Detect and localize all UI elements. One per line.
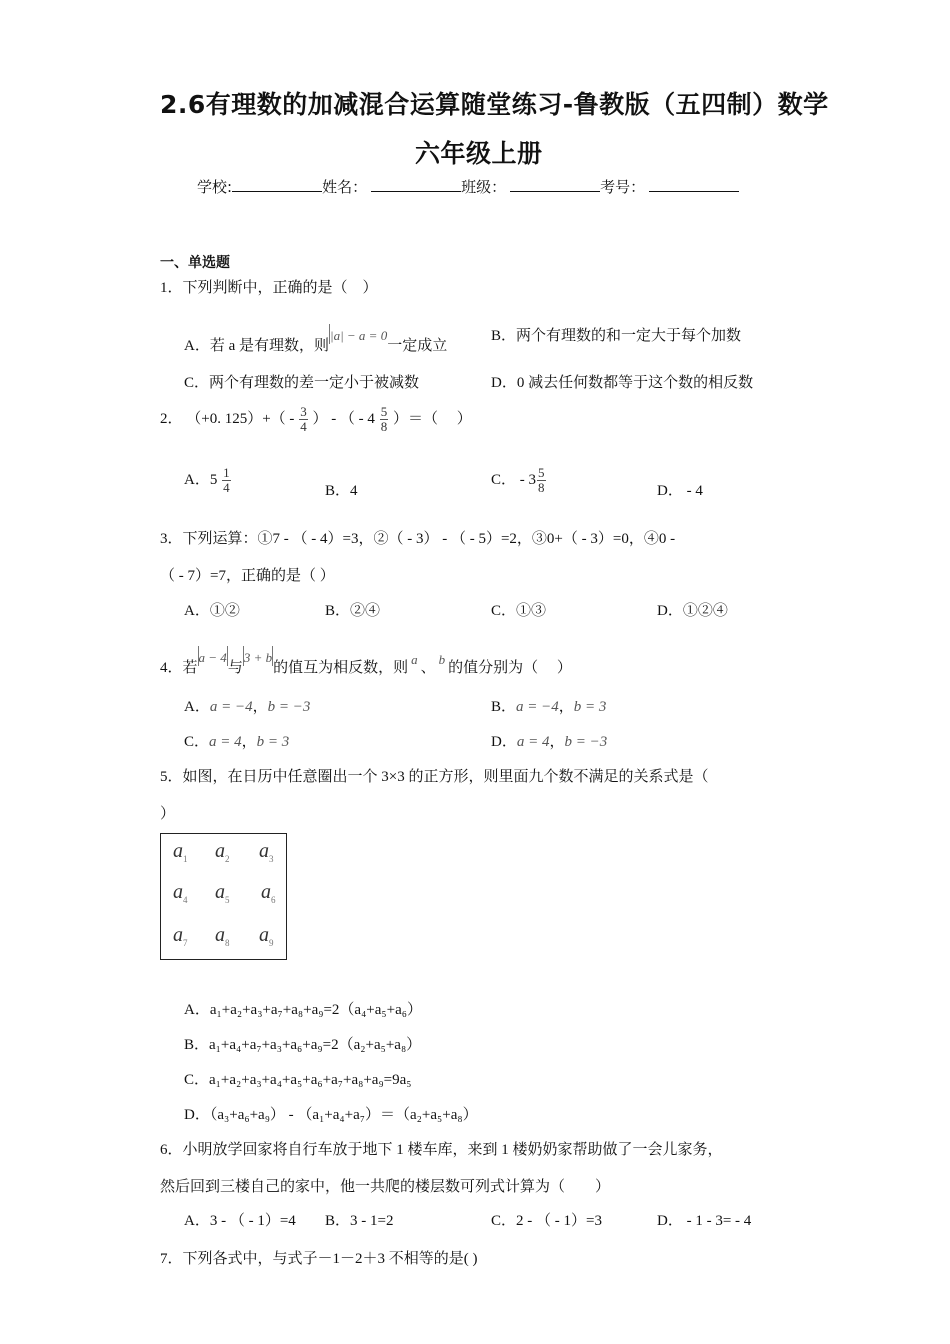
question-3-stem-line1 [160,527,675,548]
fraction [380,405,389,434]
document-title-line2: 六年级上册 [415,139,543,168]
name-label: 姓名： [322,178,368,196]
option-label: B． [325,483,351,499]
name-blank[interactable] [371,177,461,192]
question-number: 1． [160,280,183,296]
option-text: ①②④ [682,603,728,619]
question-number: 5． [160,769,183,785]
math-expr: b = 3 [256,734,290,750]
question-5-stem-line2: ） [160,806,176,822]
option-text: 3 - （ - 1）=4 [209,1213,296,1229]
question-3-option-d[interactable] [657,599,728,620]
question-6-stem-line2: 然后回到三楼自己的家中，他一共爬的楼层数可列式计算为（ ） [160,1179,611,1195]
cell-a5: $a_5$ [215,881,230,905]
option-label: D． [184,1107,210,1123]
abs-equation [329,328,387,343]
option-text: 一定成立 [387,338,448,354]
school-blank[interactable] [232,177,322,192]
option-text: 4 [350,483,358,499]
question-4-option-c[interactable]: C．a = 4，b = 3 [184,734,290,750]
fraction [222,466,231,495]
question-text: 下列各式中，与式子－1－2＋3 不相等的是( ) [182,1251,478,1267]
option-label: A． [184,338,210,354]
question-text: 小明放学回家将自行车放于地下 1 楼车库，来到 1 楼奶奶家帮助做了一会儿家务， [182,1142,723,1158]
whole-part: - 3 [516,471,537,488]
expr-part: ） - （ - 4 [312,410,375,427]
question-4-option-d[interactable]: D．a = 4，b = −3 [491,734,608,750]
numerator: 3 [300,404,307,419]
option-text: 两个有理数的差一定小于被减数 [209,375,420,391]
option-label: A． [184,471,210,488]
fraction [299,405,308,434]
question-text: 的值互为相反数，则 [273,660,409,676]
option-label: C． [491,1213,517,1229]
question-5-option-a[interactable] [184,998,422,1019]
question-number: 6． [160,1142,183,1158]
option-label: D． [657,483,683,499]
question-3-option-c[interactable] [491,599,546,620]
question-5-stem-line1 [160,765,708,786]
option-label: A． [184,603,210,619]
denominator: 8 [380,419,388,434]
cell-a3: $a_3$ [259,840,274,864]
option-label: A． [184,1213,210,1229]
expr-part: （+0. 125）+（ - [186,410,295,427]
abs-expr-a-minus-4 [198,650,228,665]
question-6-stem-line1 [160,1138,723,1159]
option-label: C． [491,603,517,619]
question-text: 下列运算：①7 - （ - 4）=3，②（ - 3） - （ - 5）=2，③0+（ - 3）=0，④0 - [182,531,676,547]
denominator: 8 [538,480,545,495]
math-expr: b = −3 [267,699,311,715]
question-text: 与 [227,660,243,676]
question-text: 下列判断中，正确的是（ ） [182,280,378,296]
question-number: 4． [160,660,183,676]
math-expr: b = −3 [564,734,608,750]
cell-a9: $a_9$ [259,924,274,948]
question-2-option-d[interactable] [657,479,703,500]
option-label: C． [491,471,517,488]
question-5-option-d[interactable] [184,1103,478,1124]
math-expr: b = 3 [573,699,607,715]
question-3-option-a[interactable] [184,599,240,620]
class-blank[interactable] [510,177,600,192]
question-number: 3． [160,531,183,547]
option-label: C． [184,375,210,391]
question-6-option-b[interactable] [325,1209,393,1230]
question-text: 如图，在日历中任意圈出一个 3×3 的正方形，则里面九个数不满足的关系式是（ [182,769,709,785]
option-label: D． [657,603,683,619]
option-label: C． [184,1072,210,1088]
question-2-option-c[interactable] [491,466,547,495]
student-info-row [197,176,739,197]
question-3-stem-line2: （ - 7）=7，正确的是（ ） [160,568,335,584]
option-label: B． [184,1037,210,1053]
abs-expr-3-plus-b [243,650,273,665]
whole-part: 5 [209,471,218,488]
class-label: 班级： [461,178,507,196]
question-1-option-b[interactable] [491,324,741,345]
question-number: 2． [160,410,183,427]
var-b: b [438,652,446,667]
question-6-option-d[interactable] [657,1209,751,1230]
question-6-option-a[interactable] [184,1209,296,1230]
cell-a7: $a_7$ [173,924,188,948]
calendar-3x3-figure [160,833,287,960]
question-4-option-b[interactable]: B．a = −4，b = 3 [491,699,607,715]
section-title: 一、单选题 [160,255,230,271]
question-6-option-c[interactable] [491,1209,602,1230]
option-text: ①③ [516,603,547,619]
cell-a4: $a_4$ [173,881,188,905]
school-label: 学校: [197,178,233,196]
question-5-option-c[interactable] [184,1068,412,1089]
math-expr: a = −4 [209,699,253,715]
exam-number-blank[interactable] [649,177,739,192]
question-2-option-b[interactable] [325,479,358,500]
option-label: C． [184,734,210,750]
denominator: 4 [300,419,307,434]
question-1-stem [160,276,378,297]
option-text: a₁+a₂+a₃+a₄+a₅+a₆+a₇+a₈+a₉=9a₅ [209,1072,412,1088]
math-expr: a = 4 [516,734,550,750]
cell-a8: $a_8$ [215,924,230,948]
question-1-option-c[interactable] [184,371,419,392]
option-label: A． [184,699,210,715]
cell-a6: $a_6$ [261,881,276,905]
numerator: 1 [223,465,230,480]
question-4-stem [160,646,572,677]
option-text: 3 - 1=2 [350,1213,394,1229]
math-expr: a − 4 [198,650,227,665]
option-label: B． [325,1213,351,1229]
cell-a1: $a_1$ [173,840,188,864]
option-text: 若 a 是有理数，则 [209,338,330,354]
exam-number-label: 考号： [600,178,646,196]
question-5-option-b[interactable] [184,1033,421,1054]
denominator: 4 [223,480,230,495]
fraction [537,466,546,495]
option-text: ①② [209,603,240,619]
option-text: 0 减去任何数都等于这个数的相反数 [516,375,754,391]
question-4-option-a[interactable]: A．a = −4，b = −3 [184,699,311,715]
math-expr: a = −4 [516,699,559,715]
question-number: 7． [160,1251,183,1267]
math-expr: |a| − a = 0 [330,328,388,343]
option-text: a₁+a₂+a₃+a₇+a₈+a₉=2（a₄+a₅+a₆） [209,1002,423,1018]
question-text: 若 [182,660,198,676]
option-label: B． [491,328,517,344]
option-text: a₁+a₄+a₇+a₃+a₆+a₉=2（a₂+a₅+a₈） [209,1037,422,1053]
question-text: 、 [420,660,436,676]
option-text: 两个有理数的和一定大于每个加数 [516,328,742,344]
option-text: 2 - （ - 1）=3 [516,1213,602,1229]
question-1-option-a[interactable] [184,324,447,355]
math-expr: 3 + b [243,650,273,665]
option-label: B． [325,603,351,619]
question-text: 的值分别为（ ） [448,660,572,676]
question-3-option-b[interactable] [325,599,380,620]
numerator: 5 [380,404,388,419]
option-text: - 4 [682,483,703,499]
option-label: B． [491,699,517,715]
option-text: ②④ [350,603,381,619]
numerator: 5 [538,465,545,480]
document-title-line1: 2.6有理数的加减混合运算随堂练习-鲁教版（五四制）数学 [160,90,829,119]
option-label: D． [491,375,517,391]
question-2-stem [160,405,472,434]
option-label: D． [491,734,517,750]
question-7-stem [160,1247,478,1268]
math-expr: a = 4 [209,734,242,750]
option-label: D． [657,1213,683,1229]
question-2-option-a[interactable] [184,466,232,495]
option-text: （a₃+a₆+a₉） - （a₁+a₄+a₇）＝（a₂+a₅+a₈） [209,1107,478,1123]
question-1-option-d[interactable] [491,371,753,392]
cell-a2: $a_2$ [215,840,230,864]
option-label: A． [184,1002,210,1018]
expr-part: ）＝（ ） [392,410,472,427]
option-text: - 1 - 3= - 4 [682,1213,752,1229]
var-a: a [411,652,418,667]
